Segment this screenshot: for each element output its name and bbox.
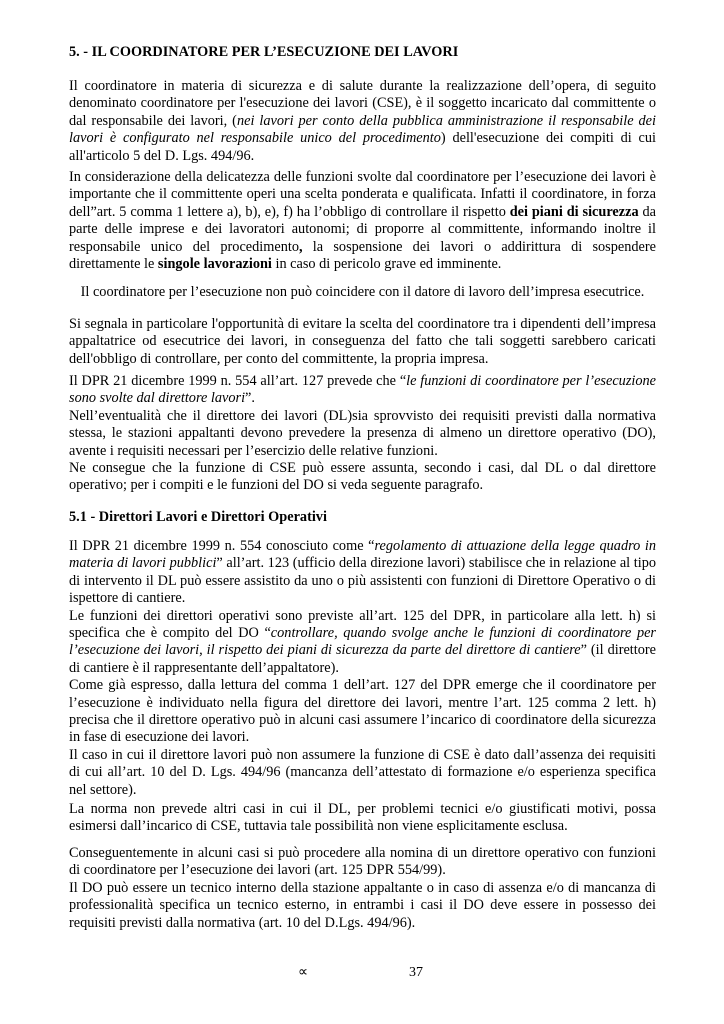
p2-bold-piani: dei piani di sicurezza [509,203,639,220]
subsection-title: 5.1 - Direttori Lavori e Direttori Operativi [69,509,327,525]
page-number: 37 [409,965,423,980]
paragraph-2 [69,169,656,273]
p2-text-a: In considerazione della delicatezza delle funzioni svolte dal coordinatore per l’esecuzione dei lavori è importante che il committente operi una scelta ponderata e qualificata. Infatti il coordinatore, in forza dell”art. 5 comma 1 lettere a), b), e), f) ha l’obbligo di controllare il rispetto [69,169,656,220]
p1-italic: nei lavori per conto della pubblica amministrazione il responsabile dei lavori è configurato nel responsabile unico del procedimento [69,112,656,147]
p6-text-h: Il caso in cui il direttore lavori può non assumere la funzione di CSE è dato dall’assenza dei requisiti di cui all’art. 10 del D. Lgs. 494/96 (mancanza dell’attestato di formazione e/o esperienza specifica nel settore). [69,746,656,798]
p7-text: La norma non prevede altri casi in cui il DL, per problemi tecnici e/o giustificati motivi, possa esimersi dall’incarico di CSE, tuttavia tale possibilità non viene esplicitamente esclusa. [69,801,656,835]
p8-text-a: Conseguentemente in alcuni casi si può procedere alla nomina di un direttore operativo con funzioni di coordinatore per l’esecuzione dei lavori (art. 125 DPR 554/99). [69,845,656,879]
p6-text-a: Il DPR 21 dicembre 1999 n. 554 conosciuto come “ [69,538,375,554]
paragraph-7 [69,801,656,836]
paragraph-6 [69,538,656,799]
p3-text: Il coordinatore per l’esecuzione non può coincidere con il datore di lavoro dell’impresa esecutrice. [80,284,645,300]
footer-symbol: ∝ [298,965,309,980]
p4-text: Si segnala in particolare l'opportunità di evitare la scelta del coordinatore tra i dipendenti dell’impresa appaltatrice od esecutrice dei lavori, in conseguenza del fatto che tali soggetti sarebbero caricati dell'obbligo di controllare, per conto del committente, la propria impresa. [69,316,656,367]
p2-text-e: la sospensione dei lavori o addirittura di sospendere direttamente le [69,238,656,273]
paragraph-1 [69,78,656,165]
p6-italic-regolamento: regolamento di attuazione della legge quadro in materia di lavori pubblici [69,538,656,572]
p6-text-g: Come già espresso, dalla lettura del comma 1 dell’art. 127 del DPR emerge che il coordinatore per l’esecuzione è individuato nella figura del direttore dei lavori, mentre l’art. 125 comma 2 lett. h) precisa che il direttore operativo può in alcuni casi assumere l’incarico di coordinatore della sicurezza in fase di esecuzione dei lavori. [69,677,656,746]
p5-text-a: Il DPR 21 dicembre 1999 n. 554 all’art. 127 prevede che “ [69,373,407,389]
p6-text-f: ” (il direttore di cantiere è il rappresentante dell’appaltatore). [69,642,656,676]
p2-text-c: da parte delle imprese e dei lavoratori autonomi; di proporre al committente, informando inoltre il responsabile unico del procedimento [69,203,656,255]
p6-text-c: ” all’art. 123 (ufficio della direzione lavori) stabilisce che in relazione al tipo di intervento il DL può essere assistito da uno o più assistenti con funzioni di Direttore Operativo o di ispettore di cantiere. [69,555,656,607]
p5-text-c: ”. [245,390,255,407]
p2-text-g: in caso di pericolo grave ed imminente. [271,256,502,273]
p2-bold-comma: , [299,238,303,255]
p1-text-c: ) dell'esecuzione dei compiti di cui all'articolo 5 del D. Lgs. 494/96. [69,130,656,164]
p5-text-e: Ne consegue che la funzione di CSE può essere assunta, secondo i casi, dal DL o dal direttore operativo; per i compiti e le funzioni del DO si veda seguente paragrafo. [69,460,656,494]
p2-bold-lavorazioni: singole lavorazioni [157,256,272,273]
paragraph-3 [69,284,656,301]
section-title: 5. - IL COORDINATORE PER L’ESECUZIONE DEI LAVORI [69,44,459,60]
paragraph-4 [69,316,656,368]
p5-text-d: Nell’eventualità che il direttore dei lavori (DL)sia sprovvisto dei requisiti previsti dalla normativa stessa, le stazioni appaltanti devono prevedere la presenza di almeno un direttore operativo (DO), avente i requisiti necessari per l’esercizio delle relative funzioni. [69,407,656,459]
p6-italic-controllare: controllare, quando svolge anche le funzioni di coordinatore per l’esecuzione dei lavori, il rispetto dei piani di sicurezza da parte del direttore di cantiere [69,625,657,659]
paragraph-5 [69,373,656,495]
p8-text-b: Il DO può essere un tecnico interno della stazione appaltante o in caso di assenza e/o di mancanza di professionalità specifica un tecnico esterno, in entrambi i casi il DO deve essere in possesso dei requisiti previsti dalla normativa (art. 10 del D.Lgs. 494/96). [69,879,656,931]
p1-text-a: Il coordinatore in materia di sicurezza e di salute durante la realizzazione dell’opera, di seguito denominato coordinatore per l'esecuzione dei lavori (CSE), è il soggetto incaricato dal committente o dal responsabile dei lavori, ( [69,78,656,129]
paragraph-8 [69,845,656,932]
page-footer [0,964,724,984]
p6-text-d: Le funzioni dei direttori operativi sono previste all’art. 125 del DPR, in particolare alla lett. h) si specifica che è compito del DO “ [69,607,656,642]
p5-italic: le funzioni di coordinatore per l’esecuzione sono svolte dal direttore lavori [69,373,656,407]
